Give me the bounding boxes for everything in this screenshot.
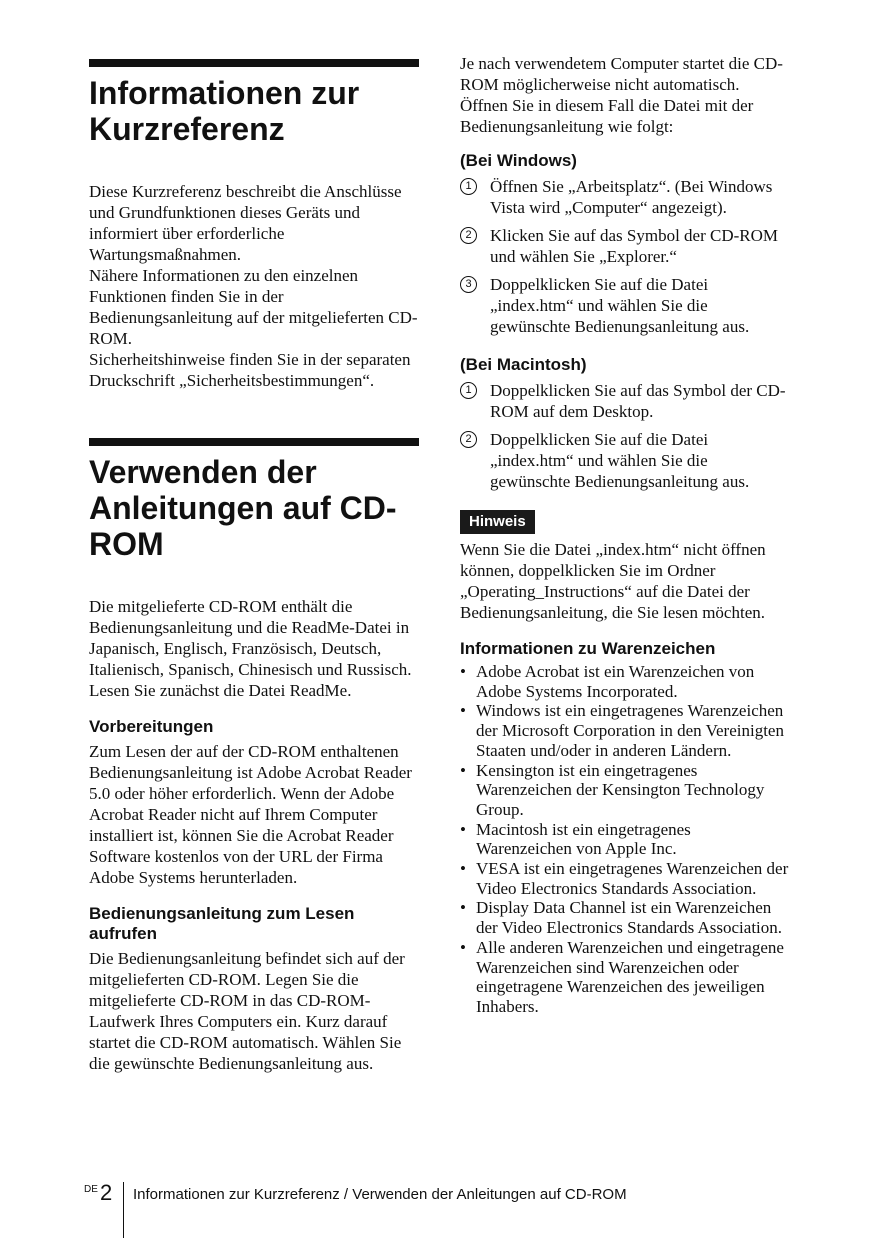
- list-item-text: Adobe Acrobat ist ein Warenzeichen von Adobe Systems Incorporated.: [476, 662, 755, 701]
- list-item-text: VESA ist ein eingetragenes Warenzeichen der Video Electronics Standards Association.: [476, 859, 789, 898]
- windows-steps: [460, 176, 790, 337]
- bullet-icon: •: [460, 937, 466, 957]
- safety-paragraph: Sicherheitshinweise finden Sie in der separaten Druckschrift „Sicherheitsbestimmungen“.: [89, 350, 411, 390]
- list-item-text: Kensington ist ein eingetragenes Warenzeichen der Kensington Technology Group.: [476, 760, 765, 819]
- list-item-text: Display Data Channel ist ein Warenzeichen der Video Electronics Standards Association.: [476, 898, 783, 938]
- list-item: [460, 701, 790, 760]
- step-number-icon: 2: [460, 227, 477, 244]
- step-number-icon: 2: [460, 431, 477, 448]
- list-item-text: Alle anderen Warenzeichen und eingetragene Warenzeichen sind Warenzeichen oder eingetragene Warenzeichen des jeweiligen Inhabers.: [476, 937, 784, 1016]
- step-number-icon: 1: [460, 178, 477, 195]
- title-line: Anleitungen auf CD-: [89, 490, 397, 526]
- step-item: [460, 380, 790, 422]
- list-item-text: Macintosh ist ein eingetragenes Warenzeichen von Apple Inc.: [476, 819, 691, 859]
- info-paragraph: Nähere Informationen zu den einzelnen Funktionen finden Sie in der Bedienungsanleitung auf der mitgelieferten CD-ROM.: [89, 266, 418, 348]
- page-number: 2: [100, 1180, 113, 1205]
- title-line: ROM: [89, 526, 164, 562]
- step-item: [460, 274, 790, 337]
- step-text: Klicken Sie auf das Symbol der CD-ROM und wählen Sie „Explorer.“: [490, 226, 779, 266]
- step-item: [460, 176, 790, 218]
- bullet-icon: •: [460, 859, 466, 879]
- cdrom-paragraph: Die mitgelieferte CD-ROM enthält die Bedienungsanleitung und die ReadMe-Datei in Japanisch, Englisch, Französisch, Deutsch, Italienisch, Spanisch, Chinesisch und Russisch. Lesen Sie zunächst die Datei ReadMe.: [89, 597, 412, 700]
- title-line: Informationen zur: [89, 75, 360, 111]
- list-item: [460, 662, 790, 701]
- bullet-icon: •: [460, 760, 466, 780]
- preparation-paragraph: Zum Lesen der auf der CD-ROM enthaltenen Bedienungsanleitung ist Adobe Acrobat Reader 5.0 oder höher erforderlich. Wenn der Adobe Acrobat Reader nicht auf Ihrem Computer installiert ist, können Sie die Acrobat Reader Software kostenlos von der URL der Firma Adobe Systems herunterladen.: [89, 742, 412, 887]
- step-text: Doppelklicken Sie auf das Symbol der CD-ROM auf dem Desktop.: [490, 381, 786, 421]
- title-line: Kurzreferenz: [89, 111, 285, 147]
- list-item: [460, 761, 790, 820]
- bullet-icon: •: [460, 662, 466, 681]
- language-code: DE: [84, 1184, 98, 1195]
- subheading-line: aufrufen: [89, 924, 157, 943]
- step-item: [460, 225, 790, 267]
- subheading-aufrufen: [89, 904, 419, 944]
- subheading-line: Bedienungsanleitung zum Lesen: [89, 904, 355, 923]
- step-text: Öffnen Sie „Arbeitsplatz“. (Bei Windows Vista wird „Computer“ angezeigt).: [490, 177, 773, 217]
- bullet-icon: •: [460, 898, 466, 918]
- subheading-macintosh: (Bei Macintosh): [460, 355, 587, 374]
- note-paragraph: Wenn Sie die Datei „index.htm“ nicht öffnen können, doppelklicken Sie im Ordner „Operating_Instructions“ auf die Datei der Bedienungsanleitung, die Sie lesen möchten.: [460, 540, 766, 622]
- bullet-icon: •: [460, 701, 466, 721]
- list-item: [460, 859, 790, 898]
- step-number-icon: 3: [460, 276, 477, 293]
- mac-steps: [460, 380, 790, 492]
- open-manual-paragraph: Die Bedienungsanleitung befindet sich auf der mitgelieferten CD-ROM. Legen Sie die mitgelieferte CD-ROM in das CD-ROM-Laufwerk Ihres Computers ein. Kurz darauf startet die CD-ROM automatisch. Wählen Sie die gewünschte Bedienungsanleitung aus.: [89, 949, 405, 1073]
- subheading-windows: (Bei Windows): [460, 151, 577, 170]
- footer-divider: [123, 1182, 124, 1238]
- step-number-icon: 1: [460, 382, 477, 399]
- section-title-kurzreferenz: [89, 75, 419, 147]
- step-item: [460, 429, 790, 492]
- subheading-trademarks: Informationen zu Warenzeichen: [460, 639, 716, 658]
- intro-paragraph: Diese Kurzreferenz beschreibt die Anschlüsse und Grundfunktionen dieses Geräts und informiert über erforderliche Wartungsmaßnahmen.: [89, 182, 402, 264]
- list-item: [460, 938, 790, 1017]
- section-rule: [89, 59, 419, 67]
- autostart-paragraph: Je nach verwendetem Computer startet die CD-ROM möglicherweise nicht automatisch. Öffnen Sie in diesem Fall die Datei mit der Bedienungsanleitung wie folgt:: [460, 54, 783, 136]
- subheading-vorbereitungen: Vorbereitungen: [89, 717, 214, 736]
- note-badge: Hinweis: [460, 510, 535, 534]
- running-footer-text: Informationen zur Kurzreferenz / Verwenden der Anleitungen auf CD-ROM: [133, 1186, 627, 1203]
- step-text: Doppelklicken Sie auf die Datei „index.htm“ und wählen Sie die gewünschte Bedienungsanleitung aus.: [490, 275, 750, 336]
- list-item: [460, 820, 790, 859]
- list-item-text: Windows ist ein eingetragenes Warenzeichen der Microsoft Corporation in den Vereinigten Staaten und/oder in anderen Ländern.: [476, 701, 784, 760]
- trademark-list: [460, 662, 790, 1017]
- right-column: [460, 53, 790, 1017]
- list-item: [460, 898, 790, 937]
- page-footer: [84, 1180, 804, 1238]
- left-column: [89, 59, 419, 1074]
- section-title-anleitungen: [89, 454, 419, 562]
- title-line: Verwenden der: [89, 454, 317, 490]
- bullet-icon: •: [460, 819, 466, 839]
- section-rule: [89, 438, 419, 446]
- step-text: Doppelklicken Sie auf die Datei „index.htm“ und wählen Sie die gewünschte Bedienungsanleitung aus.: [490, 430, 750, 491]
